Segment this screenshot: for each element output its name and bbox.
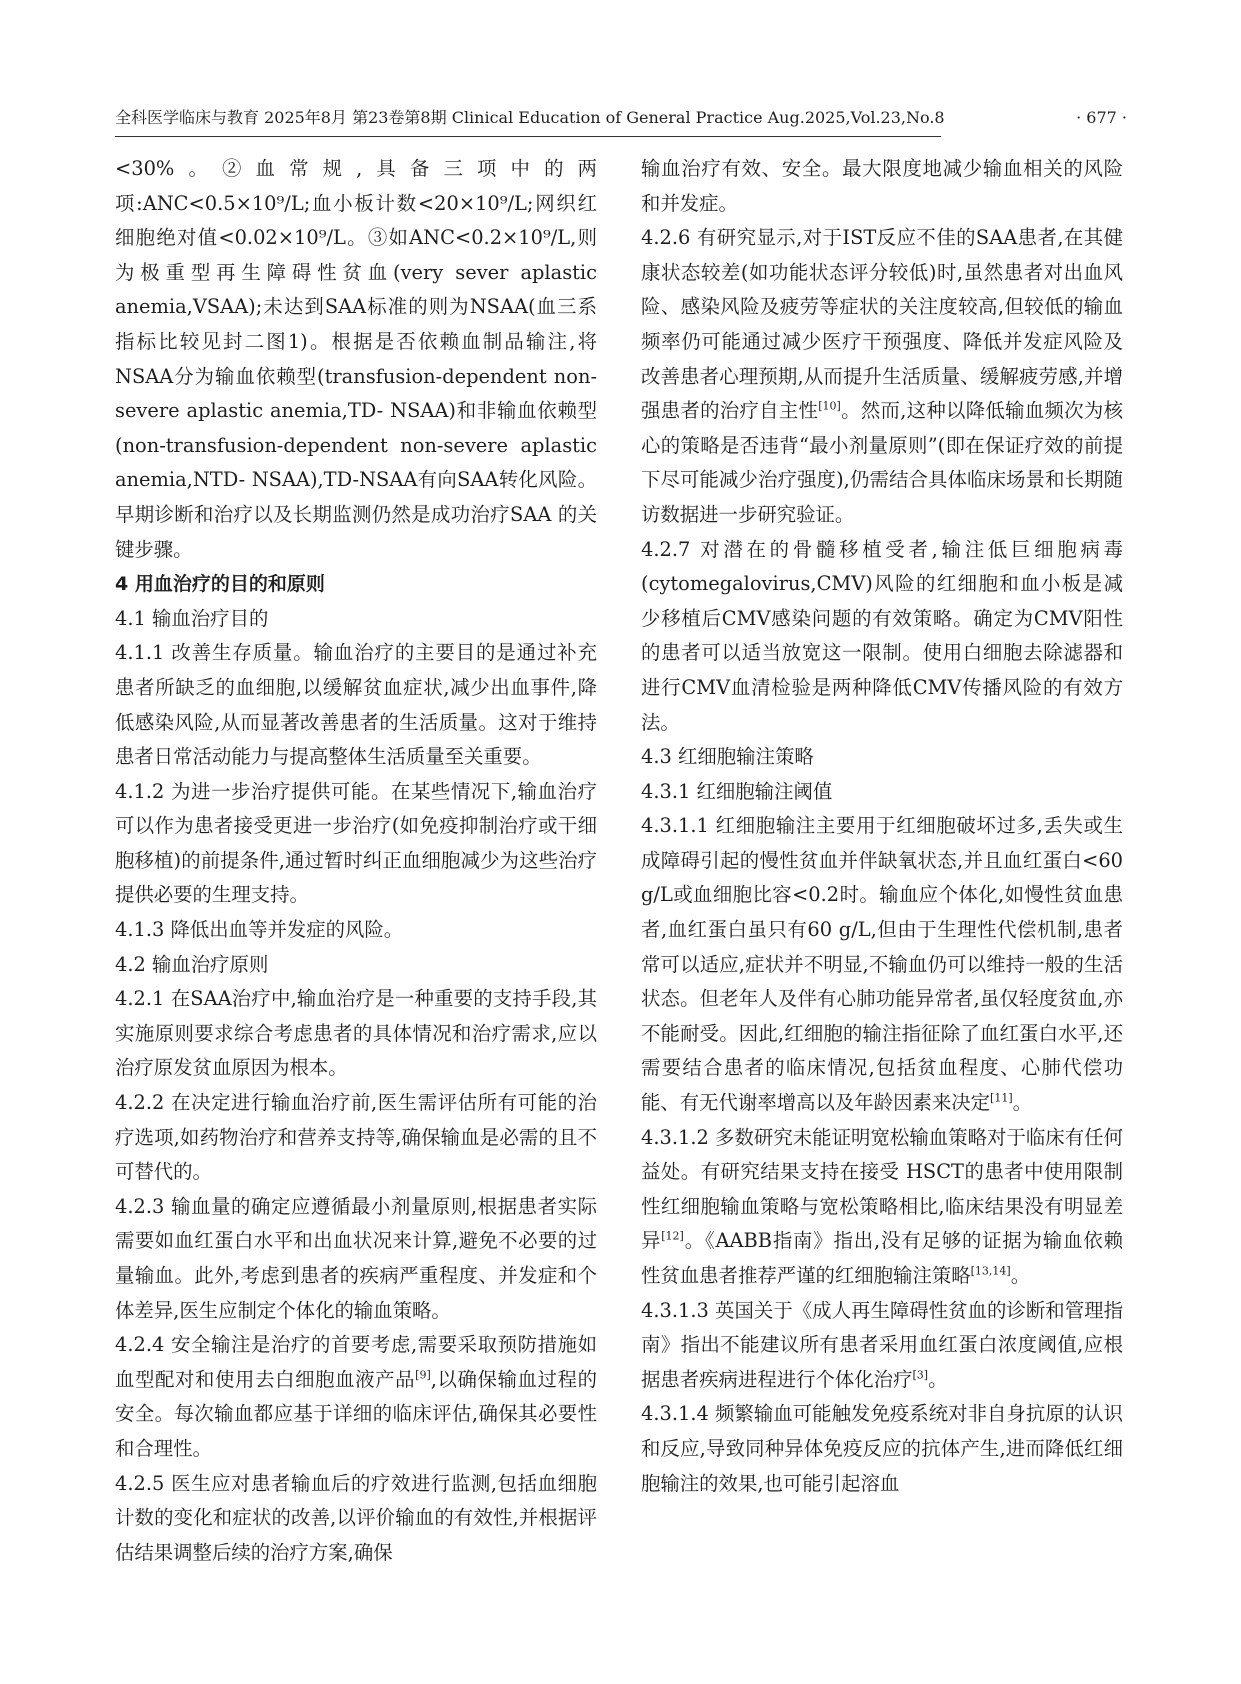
paragraph: [115, 913, 597, 948]
text-span: 4.2.1 在SAA治疗中,输血治疗是一种重要的支持手段,其实施原则要求综合考虑患者的具体情况和治疗需求,应以治疗原发贫血原因为根本。: [115, 987, 597, 1080]
paragraph: [641, 152, 1123, 221]
text-span: 。: [1010, 1264, 1031, 1287]
section-heading: [115, 567, 597, 602]
paragraph: [641, 533, 1123, 741]
text-span: 4.2.6 有研究显示,对于IST反应不佳的SAA患者,在其健康状态较差(如功能状态评分较低)时,虽然患者对出血风险、感染风险及疲劳等症状的关注度较高,但较低的输血频率仍可能通过减少医疗干预强度、降低并发症风险及改善患者心理预期,从而提升生活质量、缓解疲劳感,并增强患者的治疗自主性: [641, 226, 1123, 423]
citation-ref: [10]: [818, 399, 841, 413]
text-span: 4.3.1.3 英国关于《成人再生障碍性贫血的诊断和管理指南》指出不能建议所有患者采用血红蛋白浓度阈值,应根据患者疾病进程进行个体化治疗: [641, 1298, 1123, 1391]
citation-ref: [3]: [912, 1368, 929, 1382]
paragraph: [641, 1397, 1123, 1501]
paragraph: [115, 1328, 597, 1466]
text-span: 4 用血治疗的目的和原则: [115, 573, 325, 596]
paragraph: [115, 1086, 597, 1190]
text-span: <30%。②血常规,具备三项中的两项:ANC<0.5×10⁹/L;血小板计数<20×10⁹/L;网织红细胞绝对值<0.02×10⁹/L。③如ANC<0.2×10⁹/L,则为极重型再生障碍性贫血(very sever aplastic anemia,VSAA);未达到SAA标准的则为NSAA(血三系指标比较见封二图1)。根据是否依赖血制品输注,将NSAA分为输血依赖型(transfusion-dependent non-severe aplastic anemia,TD- NSAA)和非输血依赖型(non-transfusion-dependent non-severe aplastic anemia,NTD- NSAA),TD-NSAA有向SAA转化风险。早期诊断和治疗以及长期监测仍然是成功治疗SAA 的关键步骤。: [115, 157, 597, 561]
text-span: 4.2.2 在决定进行输血治疗前,医生需评估所有可能的治疗选项,如药物治疗和营养支持等,确保输血是必需的且不可替代的。: [115, 1091, 597, 1184]
section-heading: [641, 740, 1123, 775]
citation-ref: [11]: [990, 1091, 1013, 1105]
text-span: 。然而,这种以降低输血频次为核心的策略是否违背“最小剂量原则”(即在保证疗效的前提下尽可能减少治疗强度),仍需结合具体临床场景和长期随访数据进一步研究验证。: [641, 399, 1123, 526]
text-span: 4.3.1.4 频繁输血可能触发免疫系统对非自身抗原的认识和反应,导致同种异体免疫反应的抗体产生,进而降低红细胞输注的效果,也可能引起溶血: [641, 1402, 1123, 1495]
paragraph: [115, 1467, 597, 1571]
citation-ref: [13,14]: [970, 1264, 1011, 1278]
text-span: ,以确保输血过程的安全。每次输血都应基于详细的临床评估,确保其必要性和合理性。: [115, 1367, 597, 1460]
page-number: · 677 ·: [1076, 108, 1127, 127]
text-span: 4.1.3 降低出血等并发症的风险。: [115, 918, 404, 942]
right-column: [641, 152, 1123, 1501]
section-heading: [641, 775, 1123, 810]
text-span: 输血治疗有效、安全。最大限度地减少输血相关的风险和并发症。: [641, 157, 1123, 215]
paragraph: [641, 809, 1123, 1120]
text-span: 4.2.7 对潜在的骨髓移植受者,输注低巨细胞病毒(cytomegalovirus,CMV)风险的红细胞和血小板是减少移植后CMV感染问题的有效策略。确定为CMV阳性的患者可以适当放宽这一限制。使用白细胞去除滤器和进行CMV血清检验是两种降低CMV传播风险的有效方法。: [641, 537, 1123, 734]
text-span: 4.3.1.2 多数研究未能证明宽松输血策略对于临床有任何益处。有研究结果支持在接受 HSCT的患者中使用限制性红细胞输血策略与宽松策略相比,临床结果没有明显差异: [641, 1125, 1123, 1253]
running-header: [115, 104, 1127, 136]
paragraph: [115, 1190, 597, 1328]
section-heading: [115, 948, 597, 983]
left-column: [115, 152, 597, 1570]
text-span: 。《AABB指南》指出,没有足够的证据为输血依赖性贫血患者推荐严谨的红细胞输注策略: [641, 1229, 1124, 1287]
paragraph: [641, 1121, 1123, 1294]
paragraph: [641, 1294, 1123, 1398]
text-span: 4.3.1.1 红细胞输注主要用于红细胞破坏过多,丢失或生成障碍引起的慢性贫血并伴缺氧状态,并且血红蛋白<60 g/L或血细胞比容<0.2时。输血应个体化,如慢性贫血患者,血红蛋白虽只有60 g/L,但由于生理性代偿机制,患者常可以适应,症状并不明显,不输血仍可以维持一般的生活状态。但老年人及伴有心肺功能异常者,虽仅轻度贫血,亦不能耐受。因此,红细胞的输注指征除了血红蛋白水平,还需要结合患者的临床情况,包括贫血程度、心肺代偿功能、有无代谢率增高以及年龄因素来决定: [641, 814, 1123, 1115]
journal-info: 全科医学临床与教育 2025年8月 第23卷第8期 Clinical Education of General Practice Aug.2025,Vol.23,No.8: [115, 108, 945, 127]
text-span: 4.3.1 红细胞输注阈值: [641, 779, 833, 803]
text-span: 4.2.5 医生应对患者输血后的疗效进行监测,包括血细胞计数的变化和症状的改善,以评价输血的有效性,并根据评估结果调整后续的治疗方案,确保: [115, 1471, 597, 1564]
paragraph: [115, 152, 597, 567]
text-span: 4.2.3 输血量的确定应遵循最小剂量原则,根据患者实际需要如血红蛋白水平和出血状况来计算,避免不必要的过量输血。此外,考虑到患者的疾病严重程度、并发症和个体差异,医生应制定个体化的输血策略。: [115, 1194, 597, 1322]
header-rule: [115, 136, 941, 137]
text-span: 4.1.2 为进一步治疗提供可能。在某些情况下,输血治疗可以作为患者接受更进一步治疗(如免疫抑制治疗或干细胞移植)的前提条件,通过暂时纠正血细胞减少为这些治疗提供必要的生理支持。: [115, 779, 597, 907]
text-span: 4.1.1 改善生存质量。输血治疗的主要目的是通过补充患者所缺乏的血细胞,以缓解贫血症状,减少出血事件,降低感染风险,从而显著改善患者的生活质量。这对于维持患者日常活动能力与提高整体生活质量至关重要。: [115, 641, 597, 769]
paragraph: [115, 636, 597, 774]
text-span: 。: [928, 1367, 948, 1391]
paragraph: [115, 982, 597, 1086]
paragraph: [115, 775, 597, 913]
text-span: 4.3 红细胞输注策略: [641, 745, 814, 769]
text-span: 4.1 输血治疗目的: [115, 606, 269, 630]
section-heading: [115, 602, 597, 637]
text-span: 4.2 输血治疗原则: [115, 952, 269, 976]
text-span: 。: [1012, 1091, 1033, 1115]
text-span: 4.2.4 安全输注是治疗的首要考虑,需要采取预防措施如血型配对和使用去白细胞血液产品: [115, 1333, 597, 1391]
paragraph: [641, 221, 1123, 532]
citation-ref: [12]: [661, 1229, 684, 1243]
citation-ref: [9]: [415, 1368, 431, 1382]
